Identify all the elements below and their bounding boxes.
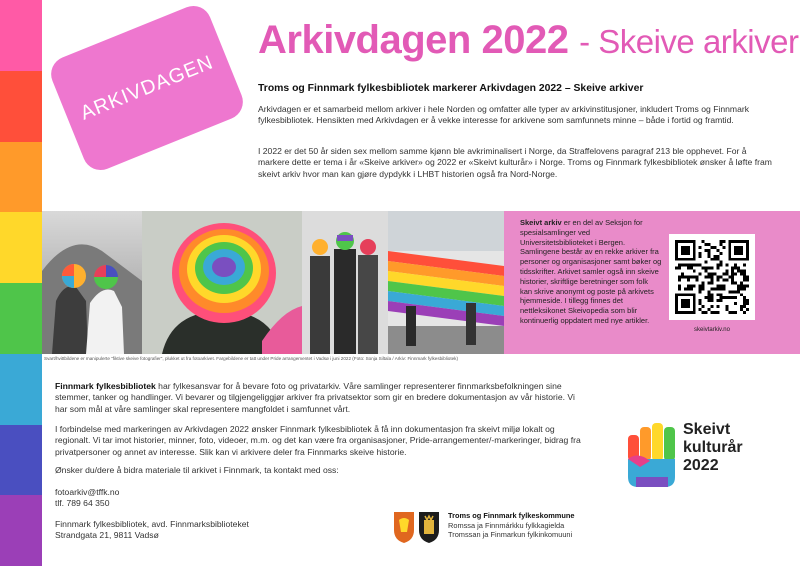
contact-phone: tlf. 789 64 350 xyxy=(55,498,110,509)
county-name xyxy=(448,511,575,540)
photo-three-men xyxy=(302,211,388,354)
skeivt-line-1: Skeivt xyxy=(683,421,731,438)
address-line-2: Strandgata 21, 9811 Vadsø xyxy=(55,530,159,541)
rainbow-band xyxy=(0,71,42,142)
rainbow-band xyxy=(0,425,42,496)
qr-url[interactable]: skeivtarkiv.no xyxy=(694,327,730,333)
body-paragraph-1-text: har fylkesansvar for å bevare foto og privatarkiv. Våre samlinger representerer finnmarksbefolkningen sine stemmer, tanker og handlinger. Vi bevarer og tilgjengeliggjør arkiver fra privatsektor som gir en bredere dokumentasjon av vår historie. Vi har som mål at våre samlinger skal representere mangfoldet i samfunnet vårt. xyxy=(55,381,575,414)
county-line-2: Romssa ja Finnmárkku fylkkagielda xyxy=(448,520,565,530)
org-name: Finnmark fylkesbibliotek xyxy=(55,381,156,391)
county-line-1: Troms og Finnmark fylkeskommune xyxy=(448,511,575,520)
photo-two-women xyxy=(42,211,142,354)
skeivt-arkiv-description: er en del av Seksjon for spesialsamlinger ved Universitetsbiblioteket i Bergen. Samlingene består av en rekke arkiver fra personer og organisasjoner samt bøker og tidsskrifter. Arkivet samler også inn skeive historier, skriftlige beretninger som folk kan skrive anonymt og poste på arkivets hjemmeside. I tillegg finnes det nettleksikonet Skeivopedia som blir kontinuerlig oppdatert med nye artikler. xyxy=(520,218,662,325)
rainbow-band xyxy=(0,142,42,213)
skeivt-line-2: kulturår xyxy=(683,439,743,456)
badge-label: ARKIVDAGEN xyxy=(77,50,217,125)
title-subtitle: - Skeive arkiver xyxy=(579,23,799,60)
contact-block xyxy=(55,487,585,510)
skeivt-line-3: 2022 xyxy=(683,457,719,474)
rainbow-band xyxy=(0,0,42,71)
title-main: Arkivdagen 2022 xyxy=(258,18,569,62)
skeivt-arkiv-text xyxy=(520,218,662,326)
rainbow-band xyxy=(0,495,42,566)
rainbow-band xyxy=(0,283,42,354)
skeivt-kulturaar-text xyxy=(683,421,743,475)
intro-paragraph-2: I 2022 er det 50 år siden sex mellom samme kjønn ble avkriminalisert i Norge, da Straffelovens paragraf 213 ble opphevet. For å markere dette er tema i år «Skeive arkiver» og 2022 er «Skeivt kulturår» i Norge. Troms og Finnmark fylkesbibliotek ønsker å løfte fram skeivt arkiv hvor man kan gjøre dypdykk i LHBT historien også fra Nord-Norge. xyxy=(258,146,772,179)
rainbow-band xyxy=(0,354,42,425)
skeivt-arkiv-name: Skeivt arkiv xyxy=(520,218,562,227)
intro-paragraph-1: Arkivdagen er et samarbeid mellom arkiver i hele Norden og omfatter alle typer av arkivinstitusjoner, inkludert Troms og Finnmark fylkesbibliotek. Hensikten med Arkivdagen er å vekke interesse for arkivene som samfunnets minne – både i fortid og framtid. xyxy=(258,104,750,126)
body-paragraph-1 xyxy=(55,381,585,415)
qr-code-icon xyxy=(675,240,749,314)
qr-code[interactable] xyxy=(669,234,755,320)
lead-heading: Troms og Finnmark fylkesbibliotek markerer Arkivdagen 2022 – Skeive arkiver xyxy=(258,83,644,94)
body-paragraph-3: Ønsker du/dere å bidra materiale til arkivet i Finnmark, ta kontakt med oss: xyxy=(55,465,339,475)
rainbow-stripe xyxy=(0,0,42,566)
rainbow-band xyxy=(0,212,42,283)
contact-email[interactable]: fotoarkiv@tffk.no xyxy=(55,487,120,497)
photo-caption: Svart/hvittbildene er manipulerte "fiktive skeive fotografier", plukket ut fra fotoarkivet. Fargebildene er tatt under Pride arrangementet i Vadsø i juni 2022 (Foto: Sonja Siltala / Arkiv: Finnmark fylkesbibliotek) xyxy=(44,356,459,361)
county-line-3: Tromssan ja Finmarkun fylkinkomuuni xyxy=(448,530,573,540)
photo-pride-flag xyxy=(388,211,504,354)
body-paragraph-2: I forbindelse med markeringen av Arkivdagen 2022 ønsker Finnmark fylkesbibliotek å få inn dokumentasjon fra skeivt miljø lokalt og regionalt. Vi tar imot historier, minner, foto, videoer, m.m. og det kan være fra organisasjoner, Pride-arrangementer/-markeringer, bidrag fra privatpersoner og annet av interesse. Slik kan vi arkivere deler fra Finnmarks skeive historie. xyxy=(55,424,581,457)
address-line-1: Finnmark fylkesbibliotek, avd. Finnmarksbiblioteket xyxy=(55,519,249,529)
arkivdagen-badge xyxy=(46,1,249,176)
county-crests-icon xyxy=(392,510,442,544)
photo-strip xyxy=(42,211,504,354)
page-title xyxy=(258,18,798,63)
photo-rainbow-hair xyxy=(142,211,302,354)
